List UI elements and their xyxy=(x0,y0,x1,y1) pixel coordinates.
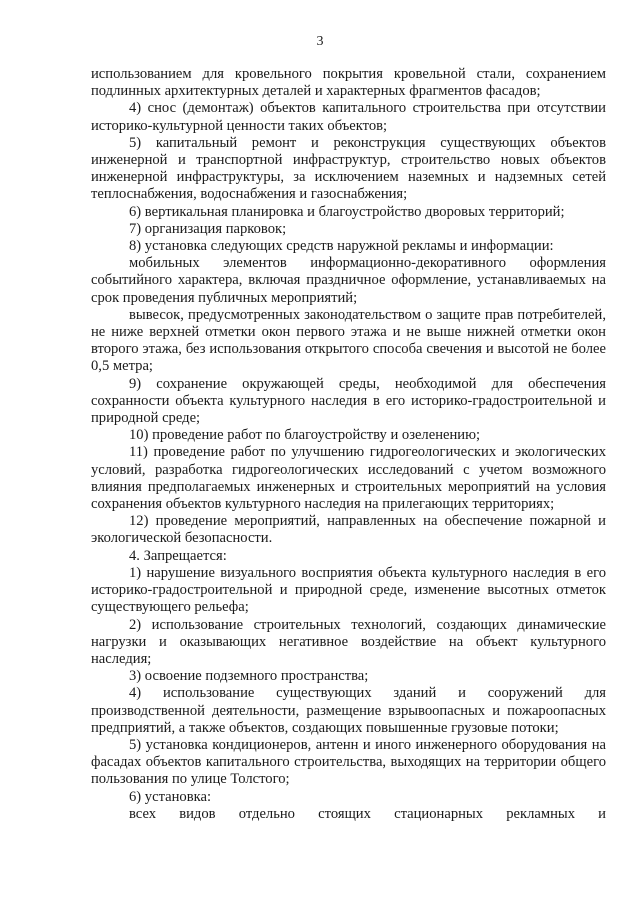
paragraph: мобильных элементов информационно-декоративного оформления событийного характера, включая праздничное оформление, устанавливаемых на срок проведения публичных мероприятий; xyxy=(91,255,606,306)
paragraph: 5) капитальный ремонт и реконструкция существующих объектов инженерной и транспортной инфраструктур, строительство новых объектов инженерной инфраструктуры, за исключением наземных и надземных сетей теплоснабжения, водоснабжения и газоснабжения; xyxy=(91,134,606,203)
paragraph: 5) установка кондиционеров, антенн и иного инженерного оборудования на фасадах объектов капитального строительства, выходящих на территории общего пользования по улице Толстого; xyxy=(91,736,606,788)
paragraph: 3) освоение подземного пространства; xyxy=(129,668,369,685)
paragraph: 9) сохранение окружающей среды, необходимой для обеспечения сохранности объекта культурного наследия в его историко-градостроительной и природной среде; xyxy=(91,375,606,427)
paragraph: 2) использование строительных технологий, создающих динамические нагрузки и оказывающих негативное воздействие на объект культурного наследия; xyxy=(91,616,606,667)
paragraph: 4) снос (демонтаж) объектов капитального строительства при отсутствии историко-культурной ценности таких объектов; xyxy=(91,100,606,134)
paragraph: 7) организация парковок; xyxy=(129,220,287,237)
paragraph: 4. Запрещается: xyxy=(129,547,227,564)
paragraph: 12) проведение мероприятий, направленных на обеспечение пожарной и экологической безопасности. xyxy=(91,513,606,547)
paragraph: 8) установка следующих средств наружной рекламы и информации: xyxy=(129,238,554,255)
paragraph: вывесок, предусмотренных законодательством о защите прав потребителей, не ниже верхней отметки окон первого этажа и не выше нижней отметки окон второго этажа, без использования открытого способа свечения и высотой не более 0,5 метра; xyxy=(91,306,606,375)
paragraph: 6) вертикальная планировка и благоустройство дворовых территорий; xyxy=(129,203,565,220)
paragraph: использованием для кровельного покрытия кровельной стали, сохранением подлинных архитектурных деталей и характерных фрагментов фасадов; xyxy=(91,66,606,100)
document-body xyxy=(91,66,606,823)
page-number: 3 xyxy=(316,34,324,49)
paragraph: 10) проведение работ по благоустройству и озеленению; xyxy=(129,427,481,444)
paragraph: 1) нарушение визуального восприятия объекта культурного наследия в его историко-градостроительной и природной среде, изменение высотных отметок существующего рельефа; xyxy=(91,564,606,616)
paragraph: 6) установка: xyxy=(129,788,212,805)
paragraph: 4) использование существующих зданий и сооружений для производственной деятельности, размещение взрывоопасных и пожароопасных предприятий, а также объектов, создающих повышенные грузовые потоки; xyxy=(91,685,606,736)
paragraph: всех видов отдельно стоящих стационарных рекламных и xyxy=(129,805,606,822)
paragraph: 11) проведение работ по улучшению гидрогеологических и экологических условий, разработка гидрогеологических исследований с учетом возможного влияния предполагаемых инженерных и строительных мероприятий на условия сохранения объектов культурного наследия на прилегающих территориях; xyxy=(91,444,606,513)
